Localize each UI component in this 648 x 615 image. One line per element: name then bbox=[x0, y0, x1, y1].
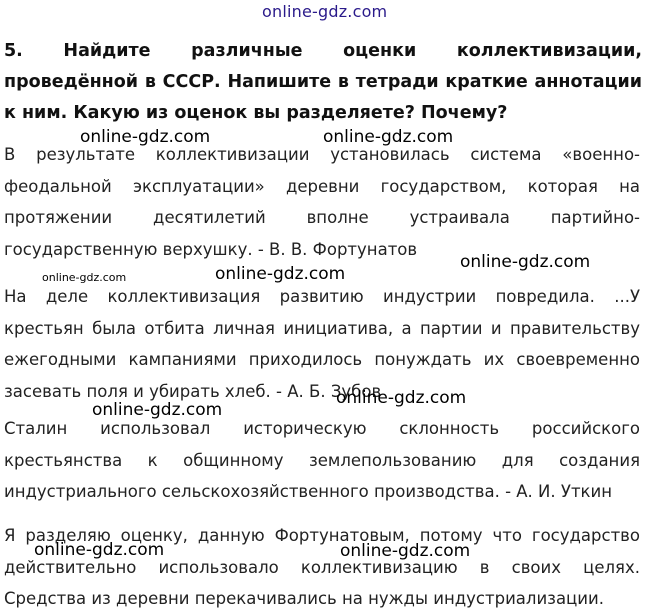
watermark: online-gdz.com bbox=[80, 127, 211, 147]
watermark: online-gdz.com bbox=[460, 252, 591, 272]
question-heading: 5. Найдите различные оценки коллективизации, проведённой в СССР. Напишите в тетради краткие аннотации к ним. Какую из оценок вы разделяете? Почему? bbox=[4, 41, 642, 123]
paragraph-zubov: На деле коллективизация развитию индустрии повредила. ...У крестьян была отбита личная инициатива, а партии и правительству ежегодными кампаниями приходилось понуждать их своевременно засевать поля и убирать хлеб. - А. Б. Зубов bbox=[4, 287, 640, 401]
watermark: online-gdz.com bbox=[215, 264, 346, 284]
watermark: online-gdz.com bbox=[262, 2, 388, 21]
watermark: online-gdz.com bbox=[340, 541, 471, 561]
paragraph-utkin: Сталин использовал историческую склонность российского крестьянства к общинному землепользованию для создания индустриального сельскохозяйственного производства. - А. И. Уткин bbox=[4, 419, 640, 501]
watermark: online-gdz.com bbox=[323, 127, 454, 147]
watermark: online-gdz.com bbox=[92, 400, 223, 420]
watermark: online-gdz.com bbox=[34, 540, 165, 560]
paragraph-answer: Я разделяю оценку, данную Фортунатовым, потому что государство действительно использовало коллективизацию в своих целях. Средства из деревни перекачивались на нужды индустриализации. bbox=[4, 526, 640, 608]
paragraph-fortunatov: В результате коллективизации установилась система «военно-феодальной эксплуатации» деревни государством, которая на протяжении десятилетий вполне устраивала партийно-государственную верхушку. - В. В. Фортунатов bbox=[4, 145, 640, 259]
watermark: online-gdz.com bbox=[336, 388, 467, 408]
watermark: online-gdz.com bbox=[42, 271, 127, 284]
